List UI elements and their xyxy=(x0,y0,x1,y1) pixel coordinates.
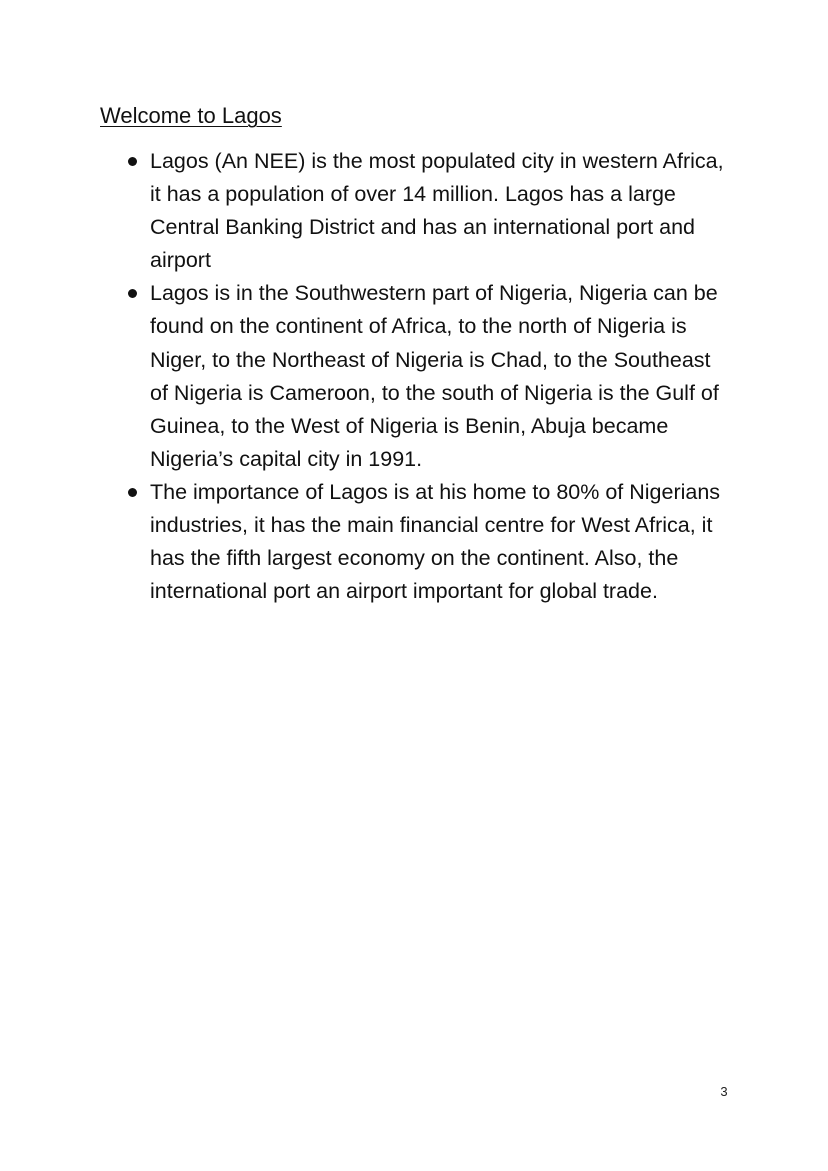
bullet-icon xyxy=(128,157,137,166)
page-heading: Welcome to Lagos xyxy=(100,103,282,128)
bullet-text: Lagos (An NEE) is the most populated city in western Africa, it has a population of over 14 million. Lagos has a large Central Banking District and has an international port and airport xyxy=(150,149,724,273)
page-number: 3 xyxy=(720,1084,728,1099)
bullet-item-population xyxy=(126,145,726,277)
bullet-icon xyxy=(128,488,137,497)
bullet-icon xyxy=(128,289,137,298)
bullet-item-importance xyxy=(126,476,726,608)
bullet-list xyxy=(126,145,726,608)
bullet-text: The importance of Lagos is at his home to 80% of Nigerians industries, it has the main financial centre for West Africa, it has the fifth largest economy on the continent. Also, the international port an airport important for global trade. xyxy=(150,479,721,604)
bullet-text: Lagos is in the Southwestern part of Nigeria, Nigeria can be found on the continent of Africa, to the north of Nigeria is Niger, to the Northeast of Nigeria is Chad, to the Southeast of Nigeria is Cameroon, to the south of Nigeria is the Gulf of Guinea, to the West of Nigeria is Benin, Abuja became Nigeria’s capital city in 1991. xyxy=(150,281,719,471)
bullet-item-location xyxy=(126,277,726,476)
